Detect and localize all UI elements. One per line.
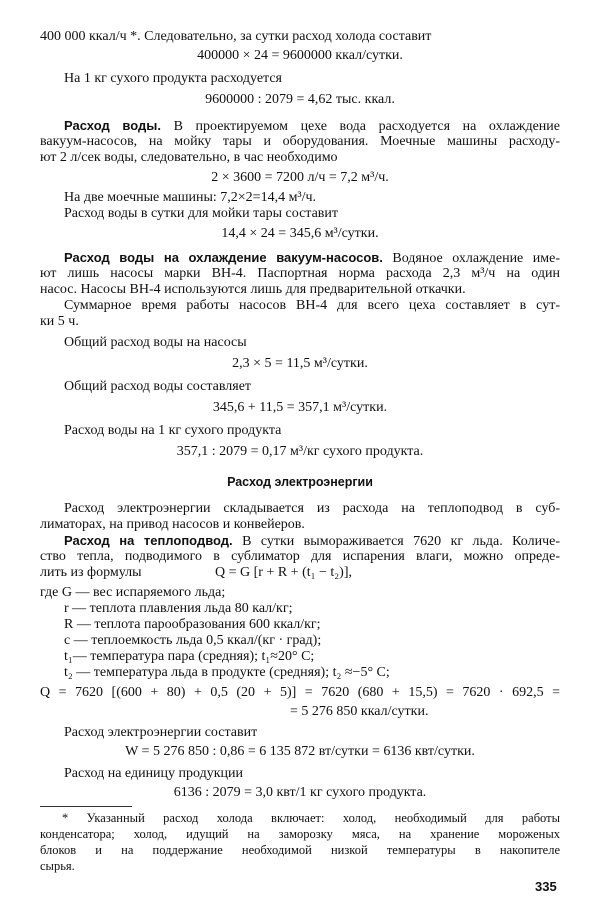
footnote-line: блоков и на поддержание необходимой низкой температуры в накопителе [40, 843, 560, 857]
text-line: лить из формулы [40, 565, 142, 580]
text-line: На две моечные машины: 7,2×2=14,4 м³/ч. [64, 190, 317, 205]
formula: 14,4 × 24 = 345,6 м³/сутки. [221, 226, 379, 241]
text-line: Расход на единицу продукции [64, 766, 244, 781]
text-line: Расход электроэнергии составит [64, 725, 258, 740]
text-line: На 1 кг сухого продукта расходуется [64, 71, 282, 86]
text-line: Расход электроэнергии складывается из расхода на теплоподвод в суб- [64, 501, 560, 516]
formula: 345,6 + 11,5 = 357,1 м³/сутки. [212, 400, 388, 415]
formula: Q = 7620 [(600 + 80) + 0,5 (20 + 5)] = 7620 (680 + 15,5) = 7620 · 692,5 = [40, 685, 560, 700]
text-line: ют лишь насосы марки ВН-4. Паспортная норма расхода 2,3 м³/ч на один [40, 266, 560, 281]
text-line: Расход воды на 1 кг сухого продукта [64, 423, 282, 438]
formula: = 5 276 850 ккал/сутки. [290, 704, 429, 719]
text-line: В сутки вымораживается 7620 кг льда. Количе- [242, 534, 561, 549]
formula: W = 5 276 850 : 0,86 = 6 135 872 вт/сутки = 6136 квт/сутки. [125, 744, 475, 759]
footnote-line: конденсатора; холод, идущий на заморозку мяса, на хранение мороженых [40, 827, 560, 841]
definition-line: R — теплота парообразования 600 ккал/кг; [64, 617, 321, 632]
text-line: ство тепла, подводимого в сублиматор для испарения влаги, можно опреде- [40, 549, 560, 564]
text-line: 400 000 ккал/ч *. Следовательно, за сутки расход холода составит [40, 29, 432, 44]
definition-line: t₂ — температура льда в продукте (средняя); t₂ ≈−5° С; [64, 665, 390, 680]
formula: 2 × 3600 = 7200 л/ч = 7,2 м³/ч. [211, 170, 389, 185]
text-line: Расход воды в сутки для мойки тары составит [64, 206, 339, 221]
formula: 400000 × 24 = 9600000 ккал/сутки. [197, 48, 403, 63]
heading-water: Расход воды. [64, 118, 161, 133]
text-line: Общий расход воды на насосы [64, 335, 247, 350]
text-line: насос. Насосы ВН-4 используются лишь для предварительной откачки. [40, 282, 466, 297]
heading-heat: Расход на теплоподвод. [64, 533, 233, 548]
definition-line: t₁— температура пара (средняя); t₁≈20° С; [64, 649, 315, 664]
text-line: ют 2 л/сек воды, следовательно, в час необходимо [40, 150, 338, 165]
formula: 357,1 : 2079 = 0,17 м³/кг сухого продукта. [176, 444, 424, 459]
definition-line: c — теплоемкость льда 0,5 ккал/(кг · град); [64, 633, 322, 648]
text-line: ки 5 ч. [40, 314, 79, 329]
formula: 9600000 : 2079 = 4,62 тыс. ккал. [205, 92, 395, 107]
page-number: 335 [535, 879, 557, 894]
text-line: Суммарное время работы насосов ВН-4 для всего цеха составляет в сут- [64, 298, 560, 313]
text-line: В проектируемом цехе вода расходуется на охлаждение [173, 119, 560, 134]
text-line: лиматорах, на привод насосов и конвейеров. [40, 517, 305, 532]
formula: Q = G [r + R + (t₁ − t₂)], [215, 565, 352, 580]
formula: 6136 : 2079 = 3,0 квт/1 кг сухого продукта. [173, 785, 427, 800]
text-line: Общий расход воды составляет [64, 379, 252, 394]
formula: 2,3 × 5 = 11,5 м³/сутки. [232, 356, 368, 371]
heading-pumps: Расход воды на охлаждение вакуум-насосов. [64, 250, 383, 265]
footnote-line: сырья. [40, 859, 75, 873]
text-line: вакуум-насосов, на мойку тары и оборудования. Моечные машины расходу- [40, 134, 560, 149]
text-line: Водяное охлаждение име- [392, 251, 560, 266]
definition-line: где G — вес испаряемого льда; [40, 585, 226, 600]
footnote-line: * Указанный расход холода включает: холод, необходимый для работы [62, 811, 560, 825]
definition-line: r — теплота плавления льда 80 кал/кг; [64, 601, 293, 616]
footnote-separator [40, 806, 132, 807]
section-heading: Расход электроэнергии [227, 475, 373, 489]
